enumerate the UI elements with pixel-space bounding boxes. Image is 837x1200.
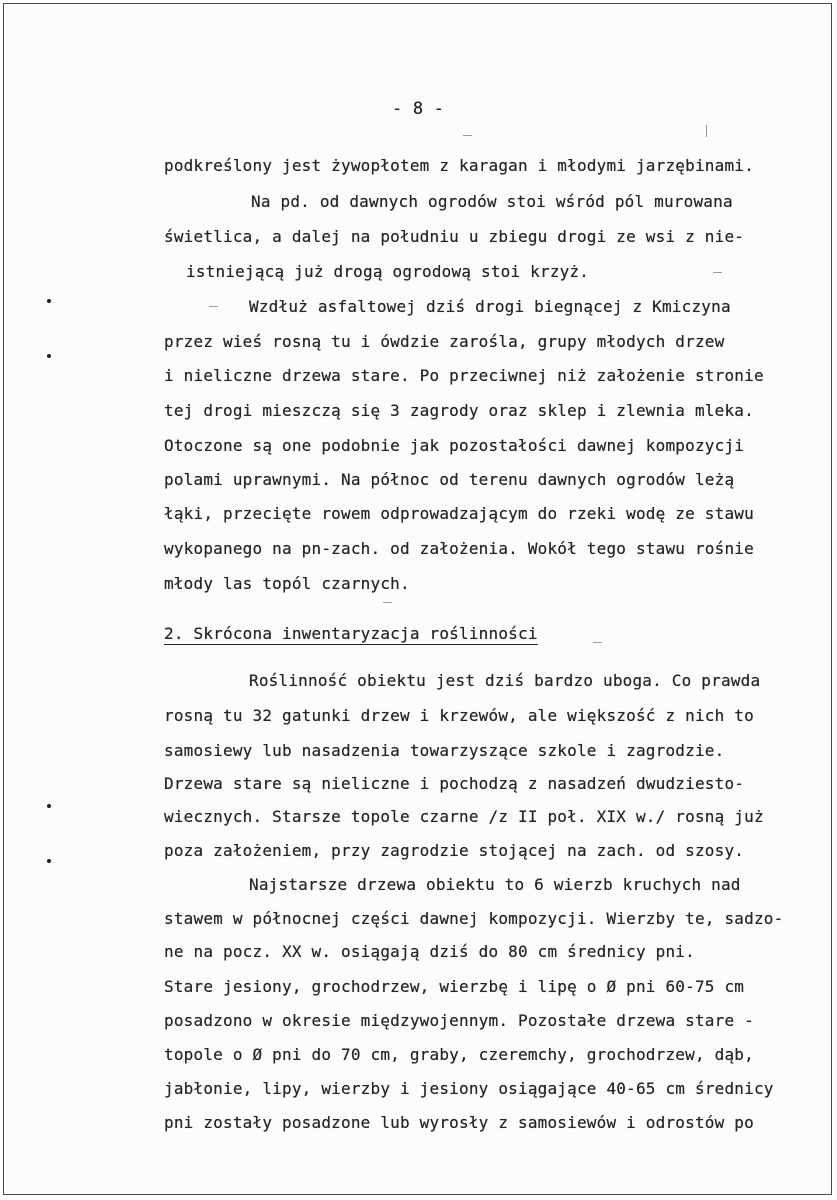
text-line: poza założeniem, przy zagrodzie stojącej na zach. od szosy.	[164, 841, 745, 860]
margin-dot	[47, 354, 51, 358]
text-line: wykopanego na pn-zach. od założenia. Wokół tego stawu rośnie	[164, 539, 754, 558]
text-line: tej drogi mieszczą się 3 zagrody oraz sklep i zlewnia mleka.	[164, 401, 754, 420]
text-line: przez wieś rosną tu i ówdzie zarośla, grupy młodych drzew	[164, 332, 725, 351]
text-line: polami uprawnymi. Na północ od terenu dawnych ogrodów leżą	[164, 470, 735, 489]
typescript-page	[3, 3, 832, 1195]
text-line: i nieliczne drzewa stare. Po przeciwnej niż założenie stronie	[164, 366, 764, 385]
text-line: łąki, przecięte rowem odprowadzającym do rzeki wodę ze stawu	[164, 504, 754, 523]
text-line: świetlica, a dalej na południu u zbiegu drogi ze wsi z nie-	[164, 227, 745, 246]
text-line: stawem w północnej części dawnej kompozycji. Wierzby te, sadzo-	[164, 909, 784, 928]
text-line: jabłonie, lipy, wierzby i jesiony osiągające 40-65 cm średnicy	[164, 1079, 774, 1098]
stray-mark	[463, 135, 472, 136]
text-line: istniejącą już drogą ogrodową stoi krzyż.	[186, 262, 590, 281]
text-line: topole o Ø pni do 70 cm, graby, czeremchy, grochodrzew, dąb,	[164, 1045, 754, 1064]
text-line: Stare jesiony, grochodrzew, wierzbę i lipę o Ø pni 60-75 cm	[164, 977, 745, 996]
stray-mark	[593, 642, 602, 643]
text-line: Na pd. od dawnych ogrodów stoi wśród pól murowana	[251, 192, 733, 211]
margin-dot	[47, 859, 51, 863]
text-line: wiecznych. Starsze topole czarne /z II poł. XIX w./ rosną już	[164, 807, 764, 826]
margin-dot	[47, 299, 51, 303]
section-heading: 2. Skrócona inwentaryzacja roślinności	[164, 624, 538, 643]
text-line: Drzewa stare są nieliczne i pochodzą z nasadzeń dwudziesto-	[164, 774, 745, 793]
page-number: - 8 -	[392, 99, 445, 119]
text-line: posadzono w okresie międzywojennym. Pozostałe drzewa stare -	[164, 1011, 754, 1030]
text-line: pni zostały posadzone lub wyrosły z samosiewów i odrostów po	[164, 1113, 754, 1132]
text-line: młody las topól czarnych.	[164, 574, 410, 593]
margin-dot	[47, 804, 51, 808]
text-line: Najstarsze drzewa obiektu to 6 wierzb kruchych nad	[249, 875, 741, 894]
stray-mark	[706, 125, 707, 137]
stray-mark	[383, 602, 392, 603]
text-line: rosną tu 32 gatunki drzew i krzewów, ale większość z nich to	[164, 706, 754, 725]
stray-mark	[713, 272, 722, 273]
text-line: Otoczone są one podobnie jak pozostałości dawnej kompozycji	[164, 436, 745, 455]
text-line: samosiewy lub nasadzenia towarzyszące szkole i zagrodzie.	[164, 741, 725, 760]
stray-mark	[209, 306, 218, 307]
text-line: podkreślony jest żywopłotem z karagan i młodymi jarzębinami.	[164, 156, 754, 175]
text-line: ne na pocz. XX w. osiągają dziś do 80 cm średnicy pni.	[164, 942, 695, 961]
text-line: Roślinność obiektu jest dziś bardzo uboga. Co prawda	[249, 671, 761, 690]
text-line: Wzdłuż asfaltowej dziś drogi biegnącej z Kmiczyna	[249, 297, 731, 316]
